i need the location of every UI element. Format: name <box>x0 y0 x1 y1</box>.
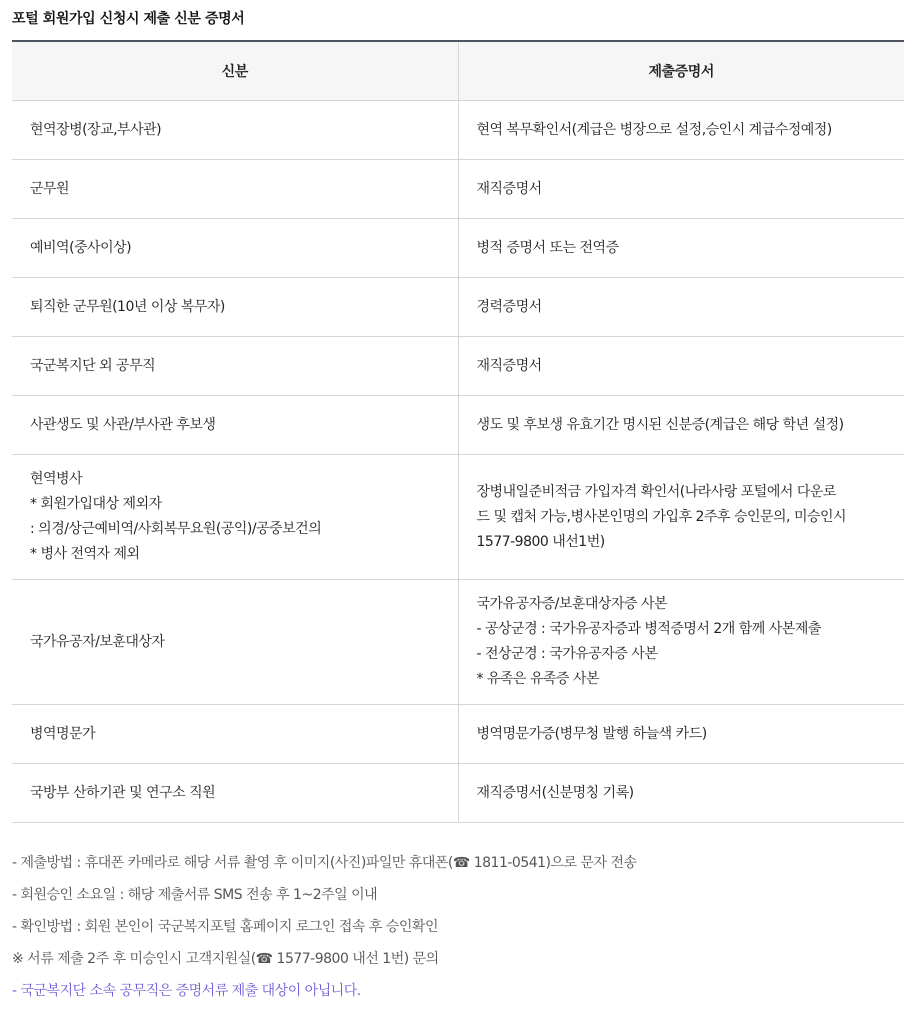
header-documents: 제출증명서 <box>458 41 904 101</box>
identity-cell <box>12 580 458 705</box>
note-item: - 제출방법 : 휴대폰 카메라로 해당 서류 촬영 후 이미지(사진)파일만 휴대폰(☎ 1811-0541)으로 문자 전송 <box>12 855 637 871</box>
identity-cell <box>12 219 458 278</box>
table-row <box>12 219 904 278</box>
table-header-row <box>12 41 904 101</box>
notes-list <box>12 850 904 1010</box>
identity-cell-line: * 회원가입대상 제외자 <box>30 496 162 512</box>
documents-cell-line: 현역 복무확인서(계급은 병장으로 설정,승인시 계급수정예정) <box>476 121 832 138</box>
identity-cell-line: * 병사 전역자 제외 <box>30 546 140 562</box>
identity-cell-line: 현역장병(장교,부사관) <box>30 121 162 138</box>
table-row <box>12 278 904 337</box>
table-row <box>12 160 904 219</box>
documents-cell-line: 1577-9800 내선1번) <box>476 533 605 550</box>
documents-cell-line: - 공상군경 : 국가유공자증과 병적증명서 2개 함께 사본제출 <box>476 621 821 637</box>
documents-cell <box>458 396 904 455</box>
identity-cell <box>12 455 458 580</box>
identity-cell <box>12 278 458 337</box>
documents-cell-line: 경력증명서 <box>476 298 542 315</box>
table-row <box>12 455 904 580</box>
identity-cell <box>12 160 458 219</box>
identity-cell-line: 퇴직한 군무원(10년 이상 복무자) <box>30 298 225 315</box>
identity-cell-line: 군무원 <box>30 180 70 197</box>
note-item: - 확인방법 : 회원 본인이 국군복지포털 홈페이지 로그인 접속 후 승인확인 <box>12 919 438 935</box>
identity-cell-line: 병역명문가 <box>30 725 96 742</box>
identity-cell <box>12 705 458 764</box>
identity-cell <box>12 396 458 455</box>
note-item-highlight: - 국군복지단 소속 공무직은 증명서류 제출 대상이 아닙니다. <box>12 983 361 999</box>
identity-cell-line: 국방부 산하기관 및 연구소 직원 <box>30 784 216 801</box>
documents-cell <box>458 278 904 337</box>
identity-cell <box>12 337 458 396</box>
table-row <box>12 580 904 705</box>
identity-cell-line: 국군복지단 외 공무직 <box>30 357 156 374</box>
documents-cell-line: 드 및 캡처 가능,병사본인명의 가입후 2주후 승인문의, 미승인시 <box>476 508 847 525</box>
identity-cell-line: 현역병사 <box>30 471 83 487</box>
table-row <box>12 396 904 455</box>
identity-cell-line: 예비역(중사이상) <box>30 239 132 256</box>
documents-cell-line: 재직증명서 <box>476 357 542 374</box>
documents-cell-line: 병역명문가증(병무청 발행 하늘색 카드) <box>476 725 707 742</box>
documents-cell <box>458 705 904 764</box>
documents-cell-line: - 전상군경 : 국가유공자증 사본 <box>476 646 658 662</box>
documents-cell <box>458 764 904 823</box>
documents-cell-line: 국가유공자증/보훈대상자증 사본 <box>476 596 668 612</box>
documents-cell <box>458 101 904 160</box>
identity-cell-line: 사관생도 및 사관/부사관 후보생 <box>30 416 216 433</box>
identity-cell <box>12 101 458 160</box>
documents-cell <box>458 160 904 219</box>
header-identity: 신분 <box>12 41 458 101</box>
identity-document-table <box>12 40 904 823</box>
identity-cell-line: 국가유공자/보훈대상자 <box>30 633 165 650</box>
note-item: - 회원승인 소요일 : 해당 제출서류 SMS 전송 후 1~2주일 이내 <box>12 887 378 903</box>
documents-cell <box>458 455 904 580</box>
documents-cell-line: 장병내일준비적금 가입자격 확인서(나라사랑 포털에서 다운로 <box>476 483 836 500</box>
identity-cell <box>12 764 458 823</box>
documents-cell-line: 재직증명서(신분명칭 기록) <box>476 784 634 801</box>
table-row <box>12 764 904 823</box>
documents-cell-line: 병적 증명서 또는 전역증 <box>476 239 619 256</box>
documents-cell-line: 생도 및 후보생 유효기간 명시된 신분증(계급은 해당 학년 설정) <box>476 416 844 433</box>
documents-cell <box>458 337 904 396</box>
table-body <box>12 101 904 823</box>
documents-cell-line: * 유족은 유족증 사본 <box>476 671 600 687</box>
documents-cell <box>458 580 904 705</box>
documents-cell <box>458 219 904 278</box>
note-item: ※ 서류 제출 2주 후 미승인시 고객지원실(☎ 1577-9800 내선 1번) 문의 <box>12 951 439 967</box>
identity-cell-line: : 의경/상근예비역/사회복무요원(공익)/공중보건의 <box>30 521 322 537</box>
table-row <box>12 101 904 160</box>
documents-cell-line: 재직증명서 <box>476 180 542 197</box>
page-title: 포털 회원가입 신청시 제출 신분 증명서 <box>12 11 245 27</box>
table-row <box>12 705 904 764</box>
table-row <box>12 337 904 396</box>
table-header <box>12 41 904 101</box>
